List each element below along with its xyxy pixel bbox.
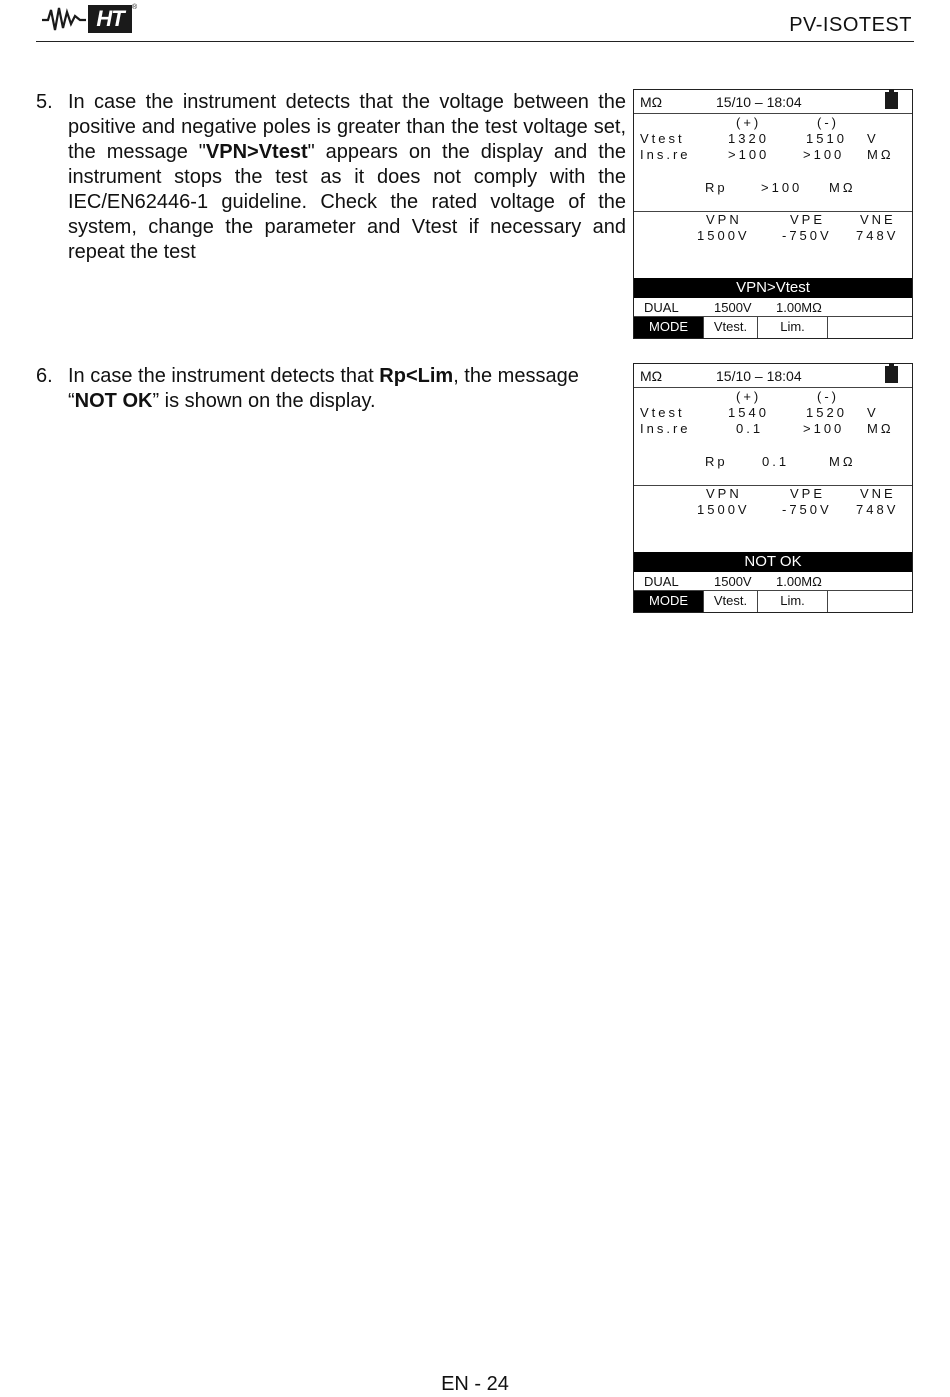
empty-softkey[interactable]: [828, 591, 912, 612]
mode-value: DUAL: [644, 300, 679, 315]
vtest-plus-value: 1320: [728, 131, 769, 146]
battery-icon: [885, 366, 898, 383]
step-text: In case the instrument detects that Rp<Lim, the message “NOT OK” is shown on the display.: [68, 365, 579, 412]
rp-label: Rp: [705, 180, 728, 195]
col-plus-header: (+): [736, 115, 762, 130]
display-topbar: [634, 364, 912, 388]
vpe-label: VPE: [790, 486, 826, 501]
logo-text: HT: [88, 5, 132, 33]
rp-unit: MΩ: [829, 180, 856, 195]
result-message: NOT OK: [634, 552, 912, 572]
vpn-value: 1500V: [697, 228, 750, 243]
document-title: PV-ISOTEST: [789, 14, 912, 36]
rp-value: 0.1: [762, 454, 790, 469]
step-number: 6.: [36, 365, 53, 387]
test-voltage-value: 1500V: [714, 300, 752, 315]
datetime: 15/10 – 18:04: [716, 368, 802, 384]
display-topbar: [634, 90, 912, 114]
vtest-softkey[interactable]: Vtest.: [704, 317, 758, 338]
waveform-icon: [40, 4, 88, 34]
vtest-unit: V: [867, 131, 879, 146]
insre-plus-value: 0.1: [736, 421, 764, 436]
softkey-bar: [634, 317, 912, 338]
vtest-label: Vtest: [640, 405, 685, 420]
softkey-bar: [634, 591, 912, 612]
measurement-panel: [634, 388, 912, 486]
voltage-panel: [634, 486, 912, 552]
measurement-panel: [634, 114, 912, 212]
vne-label: VNE: [860, 486, 896, 501]
ht-logo: [40, 4, 138, 34]
step-number: 5.: [36, 91, 53, 113]
vtest-label: Vtest: [640, 131, 685, 146]
step-text: In case the instrument detects that the voltage between the positive and negative poles is greater than the test voltage set, the message "VPN>Vtest" appears on the display and the instrument stops the test as it does not comply with the IEC/EN62446-1 guideline. Check the rated voltage of the system, change the parameter and Vtest if necessary and repeat the test: [68, 91, 626, 263]
error-message: VPN>Vtest: [634, 278, 912, 298]
vne-value: 748V: [856, 502, 899, 517]
vpn-label: VPN: [706, 212, 742, 227]
rp-value: >100: [761, 180, 803, 195]
datetime: 15/10 – 18:04: [716, 94, 802, 110]
highlight-condition: Rp<Lim: [379, 365, 454, 387]
vtest-unit: V: [867, 405, 879, 420]
battery-icon: [885, 92, 898, 109]
test-voltage-value: 1500V: [714, 574, 752, 589]
limit-value: 1.00MΩ: [776, 574, 822, 589]
voltage-panel: [634, 212, 912, 278]
unit-label: MΩ: [640, 94, 663, 110]
empty-softkey[interactable]: [828, 317, 912, 338]
insre-minus-value: >100: [803, 421, 845, 436]
instrument-display-not-ok: [633, 363, 913, 613]
vtest-minus-value: 1520: [806, 405, 847, 420]
status-bar: [634, 572, 912, 591]
col-minus-header: (-): [817, 115, 839, 130]
vpe-label: VPE: [790, 212, 826, 227]
lim-softkey[interactable]: Lim.: [758, 591, 828, 612]
mode-softkey[interactable]: MODE: [634, 317, 704, 338]
vpn-value: 1500V: [697, 502, 750, 517]
rp-label: Rp: [705, 454, 728, 469]
limit-value: 1.00MΩ: [776, 300, 822, 315]
registered-mark: ®: [132, 4, 138, 11]
vne-label: VNE: [860, 212, 896, 227]
insre-unit: MΩ: [867, 421, 894, 436]
vpe-value: -750V: [782, 502, 832, 517]
page-header: [36, 0, 914, 42]
col-minus-header: (-): [817, 389, 839, 404]
insre-minus-value: >100: [803, 147, 845, 162]
highlight-message: VPN>Vtest: [205, 141, 308, 163]
vtest-softkey[interactable]: Vtest.: [704, 591, 758, 612]
status-bar: [634, 298, 912, 317]
instrument-display-vpn-vtest: [633, 89, 913, 339]
insre-label: Ins.re: [640, 421, 691, 436]
vne-value: 748V: [856, 228, 899, 243]
rp-unit: MΩ: [829, 454, 856, 469]
vtest-plus-value: 1540: [728, 405, 769, 420]
page-number: EN - 24: [441, 1373, 509, 1395]
insre-unit: MΩ: [867, 147, 894, 162]
col-plus-header: (+): [736, 389, 762, 404]
mode-softkey[interactable]: MODE: [634, 591, 704, 612]
unit-label: MΩ: [640, 368, 663, 384]
vpe-value: -750V: [782, 228, 832, 243]
insre-label: Ins.re: [640, 147, 691, 162]
insre-plus-value: >100: [728, 147, 770, 162]
lim-softkey[interactable]: Lim.: [758, 317, 828, 338]
vtest-minus-value: 1510: [806, 131, 847, 146]
highlight-message: NOT OK: [74, 390, 153, 412]
vpn-label: VPN: [706, 486, 742, 501]
mode-value: DUAL: [644, 574, 679, 589]
